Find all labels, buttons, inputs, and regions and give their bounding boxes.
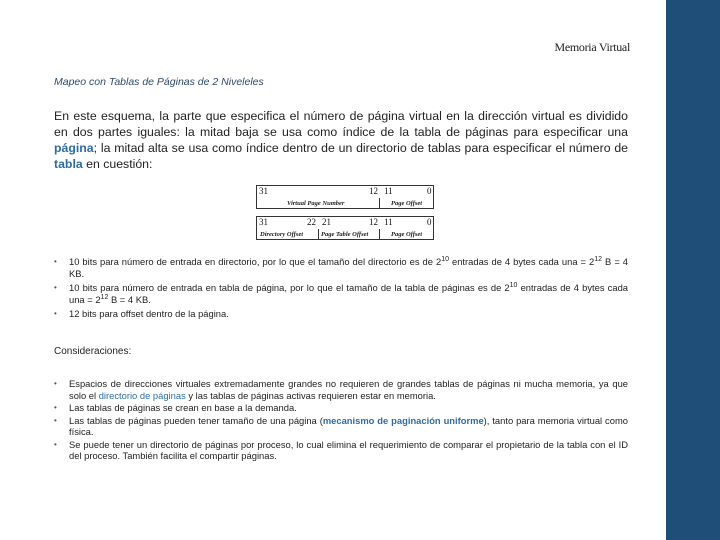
considerations-list (54, 378, 628, 462)
bit-label: 21 (322, 217, 331, 227)
two-level-address-format-row (256, 216, 434, 240)
list-item: • Se puede tener un directorio de páginas por proceso, lo cual elimina el requerimiento de comparar el propietario de la tabla con el ID del proceso. También facilita el compartir páginas. (54, 438, 628, 461)
page-title: Memoria Virtual (554, 40, 630, 54)
bit-label: 0 (427, 186, 432, 196)
bit-breakdown-list (54, 256, 628, 320)
field-page-table-offset: Page Table Offset (321, 231, 369, 238)
list-item: • 10 bits para número de entrada en tabla de página, por lo que el tamaño de la tabla de páginas es de $2^{10}$ entradas de 4 bytes cada una = $2^{12}$ B = 4 KB. (54, 281, 628, 305)
intro-paragraph (54, 108, 628, 172)
intro-text-2: ; la mitad alta se usa como índice dentro de un directorio de tablas para especificar el número de (93, 141, 628, 155)
considerations-heading: Consideraciones: (54, 346, 132, 357)
bit-label: 12 (369, 186, 378, 196)
bit-label: 11 (384, 217, 393, 227)
highlight-mecanismo: mecanismo de paginación uniforme (322, 414, 484, 426)
bit-label: 31 (259, 217, 268, 227)
bit-label: 12 (369, 217, 378, 227)
bit-label: 31 (259, 186, 268, 196)
intro-highlight-tabla: tabla (54, 157, 83, 171)
bit-label: 11 (384, 186, 393, 196)
intro-text-3: en cuestión: (82, 157, 153, 171)
list-item: • 12 bits para offset dentro de la página. (54, 308, 229, 319)
virtual-address-format-row (256, 185, 434, 209)
intro-highlight-pagina: página (54, 141, 94, 155)
list-item: • Las tablas de páginas se crean en base a la demanda. (54, 402, 297, 413)
field-virtual-page-number: Virtual Page Number (287, 200, 345, 207)
field-divider (379, 198, 380, 208)
intro-text-1: En este esquema, la parte que especifica el número de página virtual en la dirección virtual es dividido en dos partes iguales: la mitad baja se usa como índice de la tabla de páginas para especificar una (54, 109, 628, 139)
list-item: • Espacios de direcciones virtuales extremadamente grandes no requieren de grandes tablas de páginas ni mucha memoria, ya que solo el directorio de páginas y las tablas de páginas activas requieren estar en memoria. (54, 378, 628, 401)
highlight-directorio: directorio de páginas (98, 389, 186, 401)
field-divider (379, 229, 380, 239)
field-directory-offset: Directory Offset (260, 231, 304, 238)
list-item: • 10 bits para número de entrada en directorio, por lo que el tamaño del directorio es de $2^{10}$ entradas de 4 bytes cada una = $2^{12}$ B = 4 KB. (54, 255, 629, 279)
field-divider (318, 229, 319, 239)
section-subtitle: Mapeo con Tablas de Páginas de 2 Niveleles (54, 76, 264, 88)
bit-label: 22 (307, 217, 316, 227)
list-item: • Las tablas de páginas pueden tener tamaño de una página (mecanismo de paginación uniforme), tanto para memoria virtual como física. (54, 414, 628, 437)
field-page-offset: Page Offset (391, 200, 423, 207)
field-page-offset: Page Offset (391, 231, 423, 238)
address-format-diagram (256, 185, 436, 240)
sidebar-accent-bar (666, 0, 720, 540)
bit-label: 0 (427, 217, 432, 227)
